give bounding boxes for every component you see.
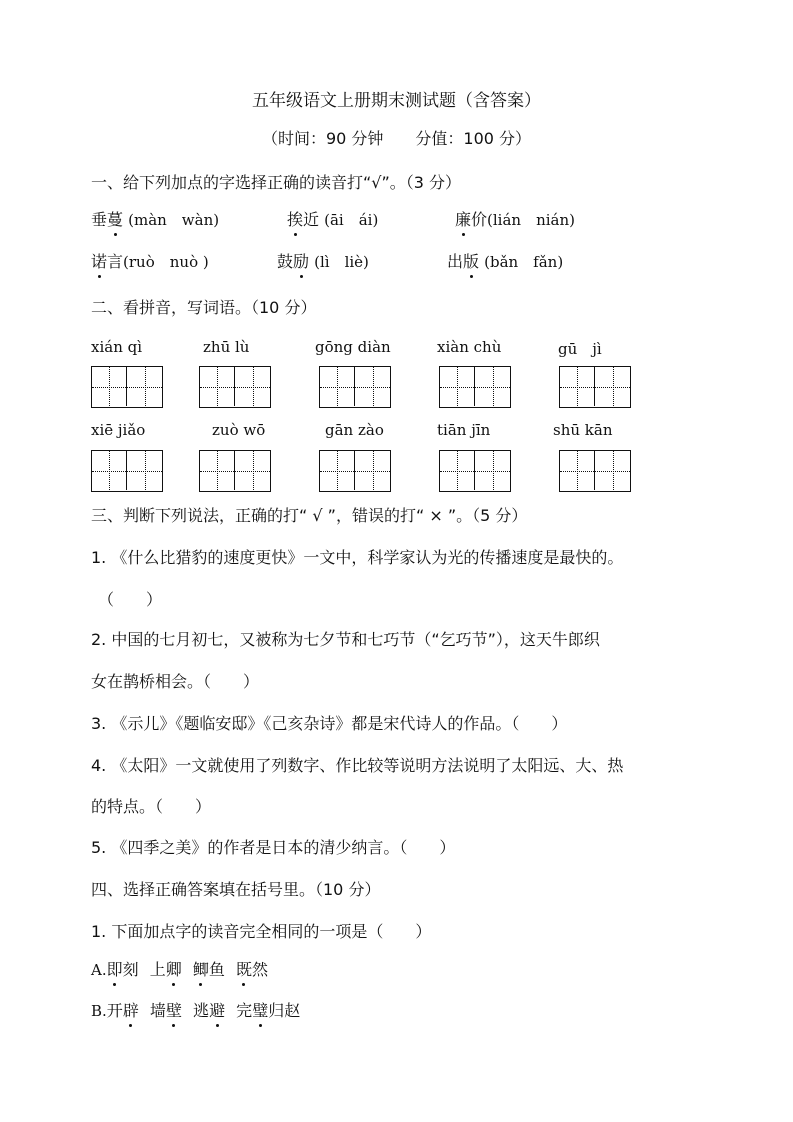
writing-grid[interactable] [439, 450, 511, 492]
pinyin-prompt: shū kān [553, 421, 613, 439]
judge-question-1: 1. 《什么比猎豹的速度更快》一文中，科学家认为光的传播速度是最快的。 [91, 548, 624, 567]
pinyin-options: (lì liè) [314, 253, 369, 271]
word-char: 近 [303, 210, 320, 229]
judge-question-4-cont: 的特点。（ ） [91, 797, 212, 816]
pinyin-options: (màn wàn) [128, 211, 220, 229]
emphasized-char: 既 [236, 957, 252, 980]
pinyin-prompt: gān zào [325, 421, 384, 439]
pinyin-item-1 [91, 207, 219, 230]
pinyin-prompt: xiē jiǎo [91, 421, 146, 439]
writing-grid[interactable] [319, 366, 391, 408]
word-char: 开 [106, 1001, 123, 1020]
page-title: 五年级语文上册期末测试题（含答案） [252, 91, 541, 111]
writing-grid[interactable] [559, 450, 631, 492]
pinyin-options: (āi ái) [324, 211, 379, 229]
word-char: 鱼 [208, 960, 225, 979]
word-char: 价 [471, 210, 488, 229]
pinyin-prompt: tiān jīn [437, 421, 491, 439]
word-char: 归赵 [268, 1001, 301, 1020]
choice-question-1: 1. 下面加点字的读音完全相同的一项是（ ） [91, 922, 432, 941]
judge-question-2-cont: 女在鹊桥相会。（ ） [91, 672, 260, 691]
writing-grid[interactable] [199, 366, 271, 408]
emphasized-char: 辟 [123, 998, 139, 1021]
pinyin-item-5 [277, 249, 369, 272]
word-char: 垂 [91, 210, 108, 229]
pinyin-prompt: zuò wō [212, 421, 266, 439]
option-label: B. [91, 1002, 107, 1020]
word-char: 逃 [193, 1001, 210, 1020]
word-char: 墙 [149, 1001, 166, 1020]
word-char: 出 [447, 252, 464, 271]
word-char: 完 [236, 1001, 253, 1020]
word-char: 刻 [122, 960, 139, 979]
option-b[interactable] [91, 998, 300, 1021]
emphasized-char: 避 [209, 998, 225, 1021]
pinyin-prompt: zhū lù [203, 338, 250, 356]
judge-question-2: 2. 中国的七月初七，又被称为七夕节和七巧节（“乞巧节”），这天牛郎织 [91, 630, 600, 649]
section-1-heading: 一、给下列加点的字选择正确的读音打“√”。（3 分） [91, 173, 462, 192]
section-2-heading: 二、看拼音，写词语。（10 分） [91, 298, 317, 317]
emphasized-char: 即 [107, 957, 123, 980]
word-char: 上 [149, 960, 166, 979]
judge-question-4: 4. 《太阳》一文就使用了列数字、作比较等说明方法说明了太阳远、大、热 [91, 756, 624, 775]
answer-blank[interactable]: （ ） [98, 590, 163, 609]
pinyin-prompt: xiàn chù [437, 338, 502, 356]
option-label: A. [91, 961, 107, 979]
writing-grid[interactable] [439, 366, 511, 408]
pinyin-options: (bǎn fǎn) [484, 253, 564, 271]
word-char: 然 [252, 960, 269, 979]
exam-info: （时间：90 分钟 分值：100 分） [261, 129, 532, 148]
emphasized-char: 版 [463, 249, 479, 272]
pinyin-prompt: gū jì [558, 340, 602, 358]
judge-question-3: 3. 《示儿》《题临安邸》《己亥杂诗》都是宋代诗人的作品。（ ） [91, 714, 568, 733]
emphasized-char: 蔓 [107, 207, 123, 230]
emphasized-char: 诺 [91, 249, 107, 272]
emphasized-char: 廉 [455, 207, 471, 230]
section-3-heading: 三、判断下列说法，正确的打“ √ ”，错误的打“ × ”。（5 分） [91, 506, 528, 525]
writing-grid[interactable] [559, 366, 631, 408]
pinyin-prompt: gōng diàn [315, 338, 391, 356]
word-char: 鼓 [277, 252, 294, 271]
emphasized-char: 励 [293, 249, 309, 272]
word-char: 言 [107, 252, 124, 271]
writing-grid[interactable] [91, 450, 163, 492]
pinyin-options: (ruò nuò ) [123, 253, 209, 271]
emphasized-char: 璧 [252, 998, 268, 1021]
writing-grid[interactable] [91, 366, 163, 408]
pinyin-item-4 [91, 249, 209, 272]
writing-grid[interactable] [319, 450, 391, 492]
pinyin-prompt: xián qì [91, 338, 143, 356]
pinyin-options: (lián nián) [487, 211, 575, 229]
pinyin-item-3 [455, 207, 575, 230]
judge-question-5: 5. 《四季之美》的作者是日本的清少纳言。（ ） [91, 838, 456, 857]
emphasized-char: 壁 [166, 998, 182, 1021]
writing-grid[interactable] [199, 450, 271, 492]
option-a[interactable] [91, 957, 268, 980]
section-4-heading: 四、选择正确答案填在括号里。（10 分） [91, 880, 381, 899]
emphasized-char: 挨 [287, 207, 303, 230]
pinyin-item-2 [287, 207, 378, 230]
emphasized-char: 卿 [166, 957, 182, 980]
emphasized-char: 鲫 [193, 957, 209, 980]
pinyin-item-6 [447, 249, 563, 272]
